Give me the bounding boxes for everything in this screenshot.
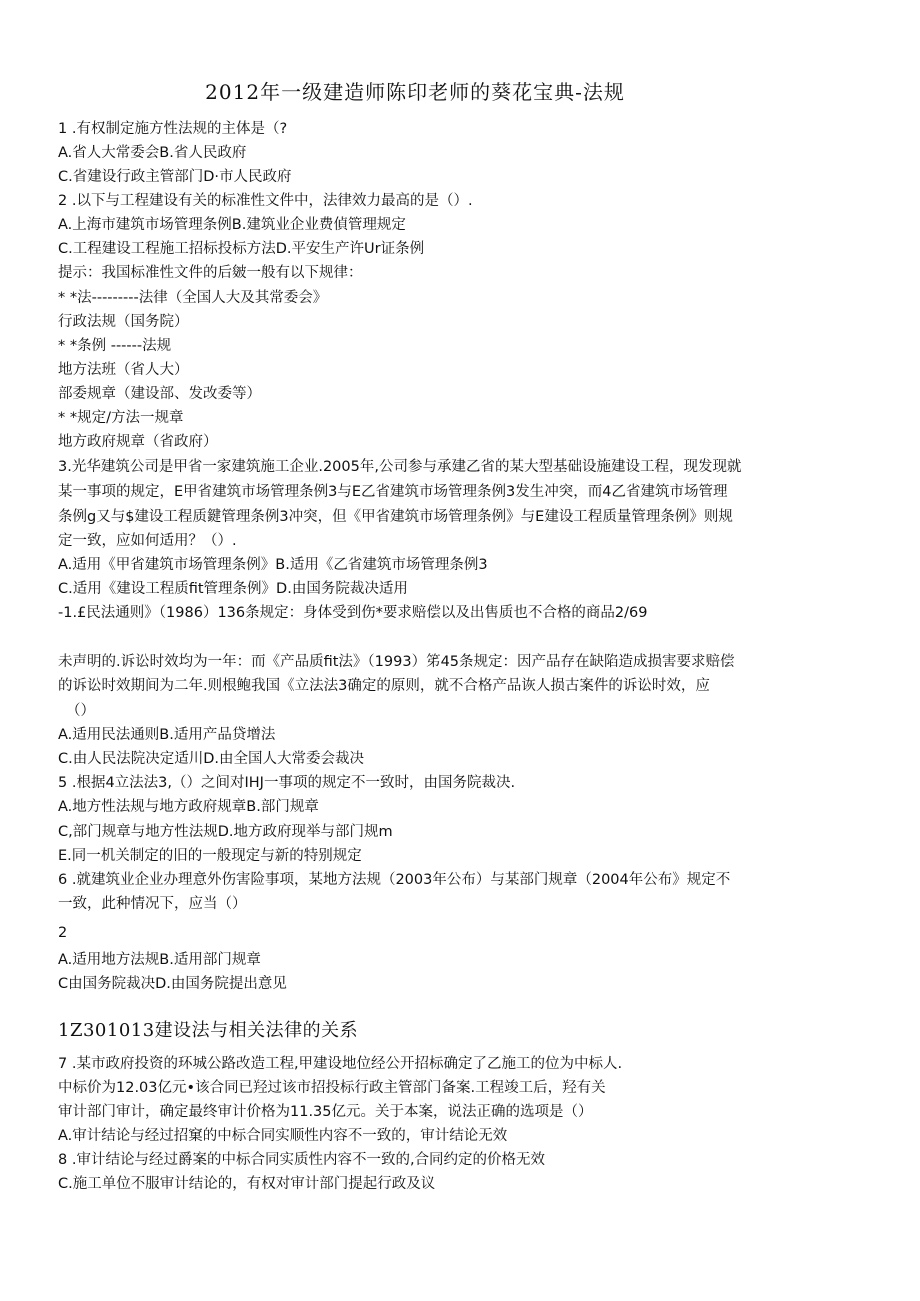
text-line: 2 bbox=[58, 925, 68, 941]
text-line: 定一致，应如何适用？（）. bbox=[58, 533, 237, 549]
text-line: -1.£民法通则》（1986）136条规定：身体受到伤*要求赔偿以及出售质也不合格的商品2/69 bbox=[58, 605, 648, 621]
text-line: 条例g又与$建设工程质鍵管理条例3冲突，但《甲省建筑市场管理条例》与E建设工程质量管理条例》则规 bbox=[58, 509, 733, 525]
text-line: C,部门规章与地方性法规D.地方政府现举与部门规m bbox=[58, 824, 393, 840]
text-line: 8 .审计结论与经过爵案的中标合同实质性内容不一致的,合同约定的价格无效 bbox=[58, 1152, 546, 1168]
section-heading: 1Z301013建设法与相关法律的关系 bbox=[58, 1020, 359, 1041]
text-line: 某一事项的规定，E甲省建筑市场管理条例3与E乙省建筑市场管理条例3发生冲突，而4乙省建筑市场管理 bbox=[58, 484, 728, 500]
text-line: 1 .有权制定施方性法规的主体是（? bbox=[58, 121, 288, 137]
text-line: A.上海市建筑市场管理条例B.建筑业企业费偵管理规定 bbox=[58, 217, 406, 233]
text-line: 中标价为12.03亿元•该合同已羟过该市招投标行政主管部门备案.工程竣工后，羟有关 bbox=[58, 1080, 606, 1096]
text-line: 一致，此种情况下，应当（） bbox=[58, 896, 247, 912]
text-line: * *规定/方法一规章 bbox=[58, 410, 184, 426]
text-line: A.地方性法规与地方政府规章B.部门规章 bbox=[58, 799, 319, 815]
text-line: 审计部门审计，确定最终审计价格为11.35亿元。关于本案，说法正确的选项是（） bbox=[58, 1104, 593, 1120]
text-line: C.施工单位不服审计结论的，有权对审计部门提起行政及议 bbox=[58, 1176, 436, 1192]
text-line: 的诉讼时效期间为二年.则根鲍我国《立法法3确定的原则，就不合格产品诙人损古案件的诉讼时效，应 bbox=[58, 678, 710, 694]
text-line: A.审计结论与经过招窠的中标合同实顺性内容不一致的，审计结论无效 bbox=[58, 1128, 508, 1144]
text-line: * *法---------法律（全国人大及其常委会》 bbox=[58, 290, 328, 306]
document-title: 2012年一级建造师陈印老师的葵花宝典-法规 bbox=[205, 80, 625, 104]
text-line: （） bbox=[66, 703, 95, 719]
text-line: 3.光华建筑公司是甲省一家建筑施工企业.2005年,公司参与承建乙省的某大型基础设施建设工程，现发现就 bbox=[58, 459, 742, 475]
text-line: C.由人民法院决定适川D.由全国人大常委会裁决 bbox=[58, 751, 365, 767]
text-line: 行政法规（国务院） bbox=[58, 314, 189, 330]
text-line: 提示：我国标准性文件的后皴一般有以下规律： bbox=[58, 265, 363, 281]
text-line: A.适用地方法规B.适用部门规章 bbox=[58, 952, 261, 968]
text-line: C.省建设行政主管部门D·市人民政府 bbox=[58, 169, 292, 185]
text-line: C.工程建设工程施工招标投标方法D.平安生产许Ur证条例 bbox=[58, 241, 425, 257]
text-line: 6 .就建筑业企业办理意外伤害险事项，某地方法规（2003年公布）与某部门规章（2004年公布》规定不 bbox=[58, 872, 731, 888]
text-line: A.适用《甲省建筑市场管理条例》B.适用《乙省建筑市场管理条例3 bbox=[58, 557, 488, 573]
text-line: E.同一机关制定的旧的一般现定与新的特别规定 bbox=[58, 848, 362, 864]
text-line: C.适用《建设工程质fit管理条例》D.由国务院裁决适用 bbox=[58, 581, 408, 597]
text-line: 地方法班（省人大） bbox=[58, 362, 189, 378]
text-line: C由国务院裁决D.由国务院提出意见 bbox=[58, 976, 287, 992]
text-line: A.省人大常委会B.省人民政府 bbox=[58, 145, 247, 161]
text-line: 部委规章（建设部、发改委等） bbox=[58, 386, 261, 402]
text-line: 5 .根据4立法法3,（）之间对IHJ一事项的规定不一致时，由国务院裁决. bbox=[58, 775, 516, 791]
text-line: 地方政府规章（省政府） bbox=[58, 434, 218, 450]
text-line: A.适用民法通则B.适用产品贷增法 bbox=[58, 727, 276, 743]
text-line: 7 .某市政府投资的环城公路改造工程,甲建设地位经公开招标确定了乙施工的位为中标人. bbox=[58, 1056, 623, 1072]
text-line: 2 .以下与工程建设有关的标准性文件中，法律效力最高的是（）. bbox=[58, 193, 473, 209]
text-line: 未声明的.诉讼时效均为一年：而《产品质fit法》（1993）笫45条规定：因产品存在缺陷造成损害要求赔偿 bbox=[58, 654, 735, 670]
text-line: * *条例 ------法规 bbox=[58, 338, 172, 354]
